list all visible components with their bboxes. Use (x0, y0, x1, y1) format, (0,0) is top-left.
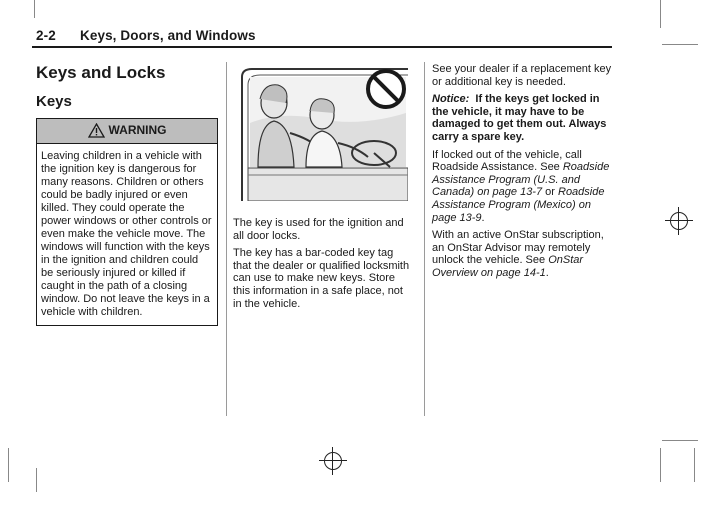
crop-mark-right-bottom (662, 440, 698, 441)
running-head (36, 28, 612, 43)
registration-mark-right (670, 212, 688, 230)
roadside-us-link[interactable]: Roadside Assistance Program (U.S. and Canada) on page 13-7 (432, 161, 610, 199)
crop-mark-top-left (34, 0, 35, 18)
crop-mark-bottom-left2 (36, 468, 37, 492)
crop-mark-top-right (660, 0, 661, 28)
subsection-title: Keys (36, 93, 72, 110)
column-1 (36, 63, 218, 326)
section-title: Keys and Locks (36, 63, 166, 82)
column-divider-1 (226, 62, 227, 416)
crop-mark-bottom-right (660, 448, 661, 482)
notice-label: Notice: (432, 93, 470, 106)
chapter-title: Keys, Doors, and Windows (80, 28, 256, 43)
onstar-text: With an active OnStar subscription, an OnStar Advisor may remotely unlock the vehicle. See (432, 229, 604, 267)
lockout-end: . (481, 211, 485, 224)
notice-text: If the keys get locked in the vehicle, it may have to be damaged to get them out. Always carry a spare key. (432, 93, 607, 143)
roadside-mexico-link[interactable]: Roadside Assistance Program (Mexico) on page 13-9 (432, 186, 605, 224)
key-usage-paragraph: The key is used for the ignition and all door locks. (233, 217, 404, 242)
column-divider-2 (424, 62, 425, 416)
onstar-paragraph (432, 229, 612, 279)
notice-paragraph (432, 93, 612, 143)
warning-text: Leaving children in a vehicle with the ignition key is dangerous for many reasons. Children or others could be badly injured or even killed. They could operate the power windows or other controls or even make the vehicle move. The windows will function with the keys in the ignition and children could be seriously injured or killed if caught in the path of a closing window. Do not leave the keys in a vehicle with children. (41, 150, 212, 318)
warning-box (36, 118, 218, 326)
crop-mark-bottom-right2 (694, 448, 695, 482)
warning-triangle-icon (88, 123, 105, 138)
lockout-text: If locked out of the vehicle, call Roadside Assistance. See (432, 148, 582, 174)
column-3 (432, 63, 612, 285)
warning-label: WARNING (108, 123, 167, 137)
onstar-end: . (545, 266, 549, 279)
header-rule (32, 46, 612, 48)
registration-mark-bottom (324, 452, 342, 470)
warning-header (37, 119, 217, 144)
page-number: 2-2 (36, 28, 56, 43)
key-tag-paragraph: The key has a bar-coded key tag that the dealer or qualified locksmith can use to make new keys. Store this information in a safe place, not in the vehicle. (233, 247, 410, 310)
lockout-paragraph (432, 149, 612, 225)
lockout-or: or (542, 186, 558, 199)
child-in-vehicle-illustration (240, 63, 408, 201)
crop-mark-right-top (662, 44, 698, 45)
crop-mark-bottom-left (8, 448, 9, 482)
column-2 (233, 63, 413, 315)
replacement-key-paragraph: See your dealer if a replacement key or additional key is needed. (432, 63, 612, 88)
onstar-overview-link[interactable]: OnStar Overview on page 14-1 (432, 254, 584, 279)
